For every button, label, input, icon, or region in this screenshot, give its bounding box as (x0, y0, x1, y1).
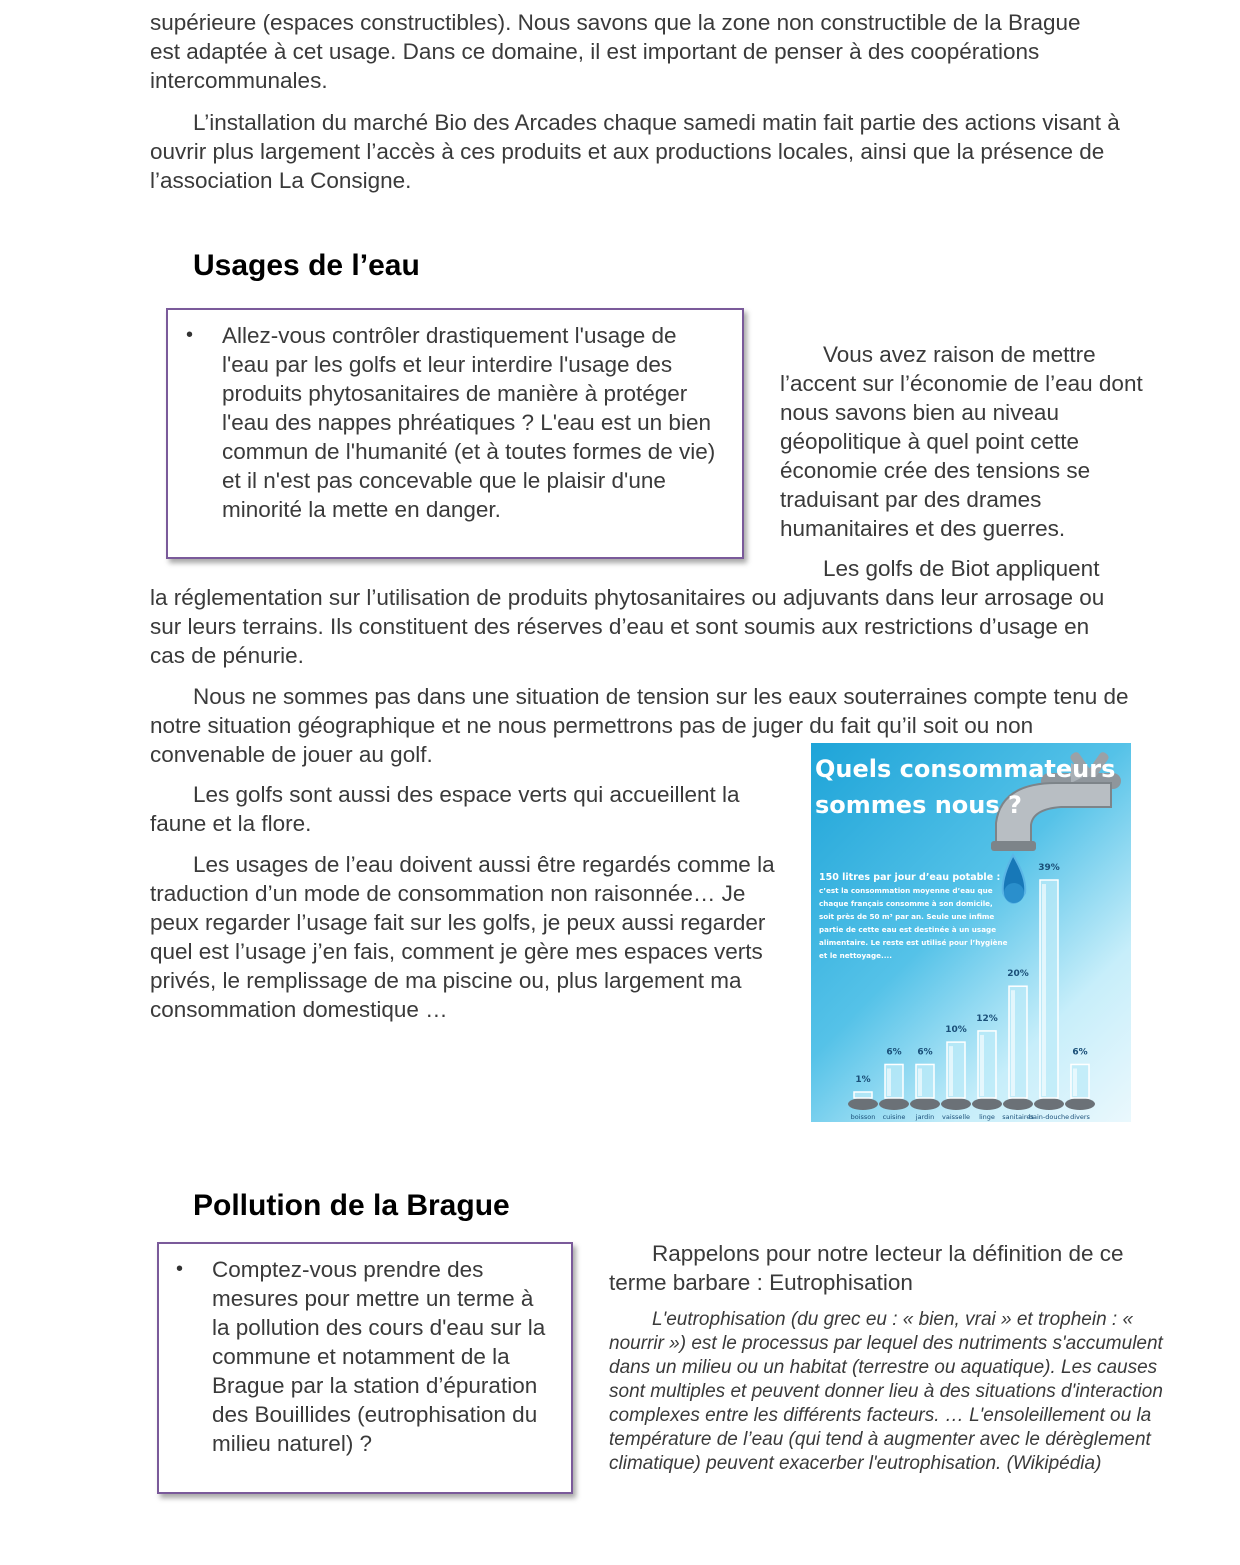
question-list (159, 1244, 571, 1458)
bar-highlight (1073, 1068, 1077, 1096)
infographic-canvas (811, 743, 1131, 1122)
bar-value-label: 20% (1007, 969, 1029, 980)
intro-paragraph-1: supérieure (espaces constructibles). Nous savons que la zone non constructible de la Brague est adaptée à cet usage. Dans ce domaine, il est important de penser à des coopérations intercommunales. (150, 10, 1081, 93)
bullet-icon: • (186, 324, 194, 346)
question-item (168, 310, 742, 524)
section-heading-pollution: Pollution de la Brague (193, 1189, 510, 1222)
question-list (168, 310, 742, 524)
bar-category-label: linge (979, 1113, 995, 1121)
bar-base (972, 1098, 1002, 1110)
bar-category-label: cuisine (882, 1113, 906, 1121)
intro-paragraph-2: L’installation du marché Bio des Arcades chaque samedi matin fait partie des actions visant à ouvrir plus largement l’accès à ces produits et aux productions locales, ainsi que la présence de l’association La Consigne. (150, 110, 1120, 193)
bar-highlight (887, 1068, 891, 1096)
tension-paragraph: Nous ne sommes pas dans une situation de tension sur les eaux souterraines compte tenu de notre situation géographique et ne nous permettrons pas de juger du fait qu’il soit ou non convenable de jouer au golf. (150, 684, 1129, 767)
bar-category-label: boisson (850, 1113, 876, 1121)
consumption-paragraph: Les usages de l’eau doivent aussi être regardés comme la traduction d’un mode de consommation non raisonnée… Je peux regarder l’usage fait sur les golfs, je peux aussi regarder quel est l’usage j’en fais, comment je gère mes espaces verts privés, le remplissage de ma piscine ou, plus largement ma consommation domestique … (150, 852, 775, 1022)
question-text: Comptez-vous prendre des mesures pour mettre un terme à la pollution des cours d'eau sur la commune et notamment de la Brague par la station d’épuration des Bouillides (eutrophisation du milieu naturel) ? (212, 1257, 546, 1456)
bar-base (1003, 1098, 1033, 1110)
bar-base (879, 1098, 909, 1110)
bar-category-label: sanitaires (1002, 1113, 1034, 1121)
bar-category-label: vaisselle (941, 1113, 971, 1121)
infographic-text-line: chaque français consomme à son domicile, (819, 899, 993, 908)
infographic-text-line: 150 litres par jour d’eau potable : (819, 872, 1001, 883)
bar-value-label: 10% (945, 1025, 967, 1036)
bar-value-label: 12% (976, 1013, 998, 1024)
bar-base (848, 1098, 878, 1110)
bar-category-label: bain-douche (1028, 1113, 1070, 1121)
bar-value-label: 6% (886, 1047, 902, 1058)
bar-base (910, 1098, 940, 1110)
green-spaces-paragraph: Les golfs sont aussi des espace verts qui accueillent la faune et la flore. (150, 782, 740, 836)
bar-highlight (1011, 990, 1015, 1096)
infographic-text-line: alimentaire. Le reste est utilisé pour l’hygiène (819, 938, 1008, 947)
infographic-text-line: soit près de 50 m³ par an. Seule une infime (819, 912, 995, 921)
question-box-water (166, 308, 744, 559)
infographic-text-line: partie de cette eau est destinée à un usage (819, 925, 997, 934)
bar-value-label: 39% (1038, 863, 1060, 873)
eutrophisation-definition: L'eutrophisation (du grec eu : « bien, vrai » et trophein : « nourrir ») est le processus par lequel des nutriments s'accumulent dans un milieu ou un habitat (terrestre ou aquatique). Les causes sont multiples et peuvent donner lieu à des situations d'interaction complexes entre les différents facteurs. … L'ensoleillement ou la température de l’eau (qui tend à augmenter avec le dérèglement climatique) peuvent exacerber l'eutrophisation. (Wikipédia) (609, 1309, 1163, 1474)
bar-boisson (854, 1092, 872, 1098)
question-text: Allez-vous contrôler drastiquement l'usage de l'eau par les golfs et leur interdire l'usage des produits phytosanitaires de manière à protéger l'eau des nappes phréatiques ? L'eau est un bien commun de l'humanité (et à toutes formes de vie) et il n'est pas concevable que le plaisir d'une minorité la mette en danger. (222, 323, 716, 522)
bar-highlight (918, 1068, 922, 1096)
infographic-text-line: c’est la consommation moyenne d’eau que (819, 886, 993, 895)
bar-highlight (980, 1035, 984, 1096)
section-heading-water-usage: Usages de l’eau (193, 249, 420, 282)
golfs-paragraph-start: Les golfs de Biot appliquent (823, 556, 1100, 581)
bar-category-label: divers (1070, 1113, 1090, 1121)
question-item (159, 1244, 571, 1458)
bar-highlight (949, 1046, 953, 1096)
infographic-title-line-1: Quels consommateurs (815, 755, 1116, 783)
bar-value-label: 1% (855, 1075, 871, 1085)
infographic-description (819, 872, 1008, 960)
answer-eutrophisation: Rappelons pour notre lecteur la définition de ce terme barbare : Eutrophisation (609, 1241, 1124, 1295)
bar-value-label: 6% (917, 1047, 933, 1058)
bar-base (941, 1098, 971, 1110)
bar-highlight (1042, 884, 1046, 1096)
answer-water-economy: Vous avez raison de mettre l’accent sur l’économie de l’eau dont nous savons bien au niveau géopolitique à quel point cette économie crée des tensions se traduisant par des drames humanitaires et des guerres. (780, 342, 1143, 541)
bar-value-label: 6% (1072, 1047, 1088, 1058)
bar-category-label: jardin (915, 1113, 935, 1121)
infographic-text-line: et le nettoyage.... (819, 951, 892, 960)
golfs-paragraph-rest: la réglementation sur l’utilisation de produits phytosanitaires ou adjuvants dans leur arrosage ou sur leurs terrains. Ils constituent des réserves d’eau et sont soumis aux restrictions d’usage en cas de pénurie. (150, 585, 1105, 668)
water-consumption-infographic (811, 743, 1131, 1122)
bar-base (1034, 1098, 1064, 1110)
bullet-icon: • (176, 1258, 184, 1280)
bar-base (1065, 1098, 1095, 1110)
infographic-title-line-2: sommes nous ? (815, 791, 1022, 819)
question-box-pollution (157, 1242, 573, 1494)
